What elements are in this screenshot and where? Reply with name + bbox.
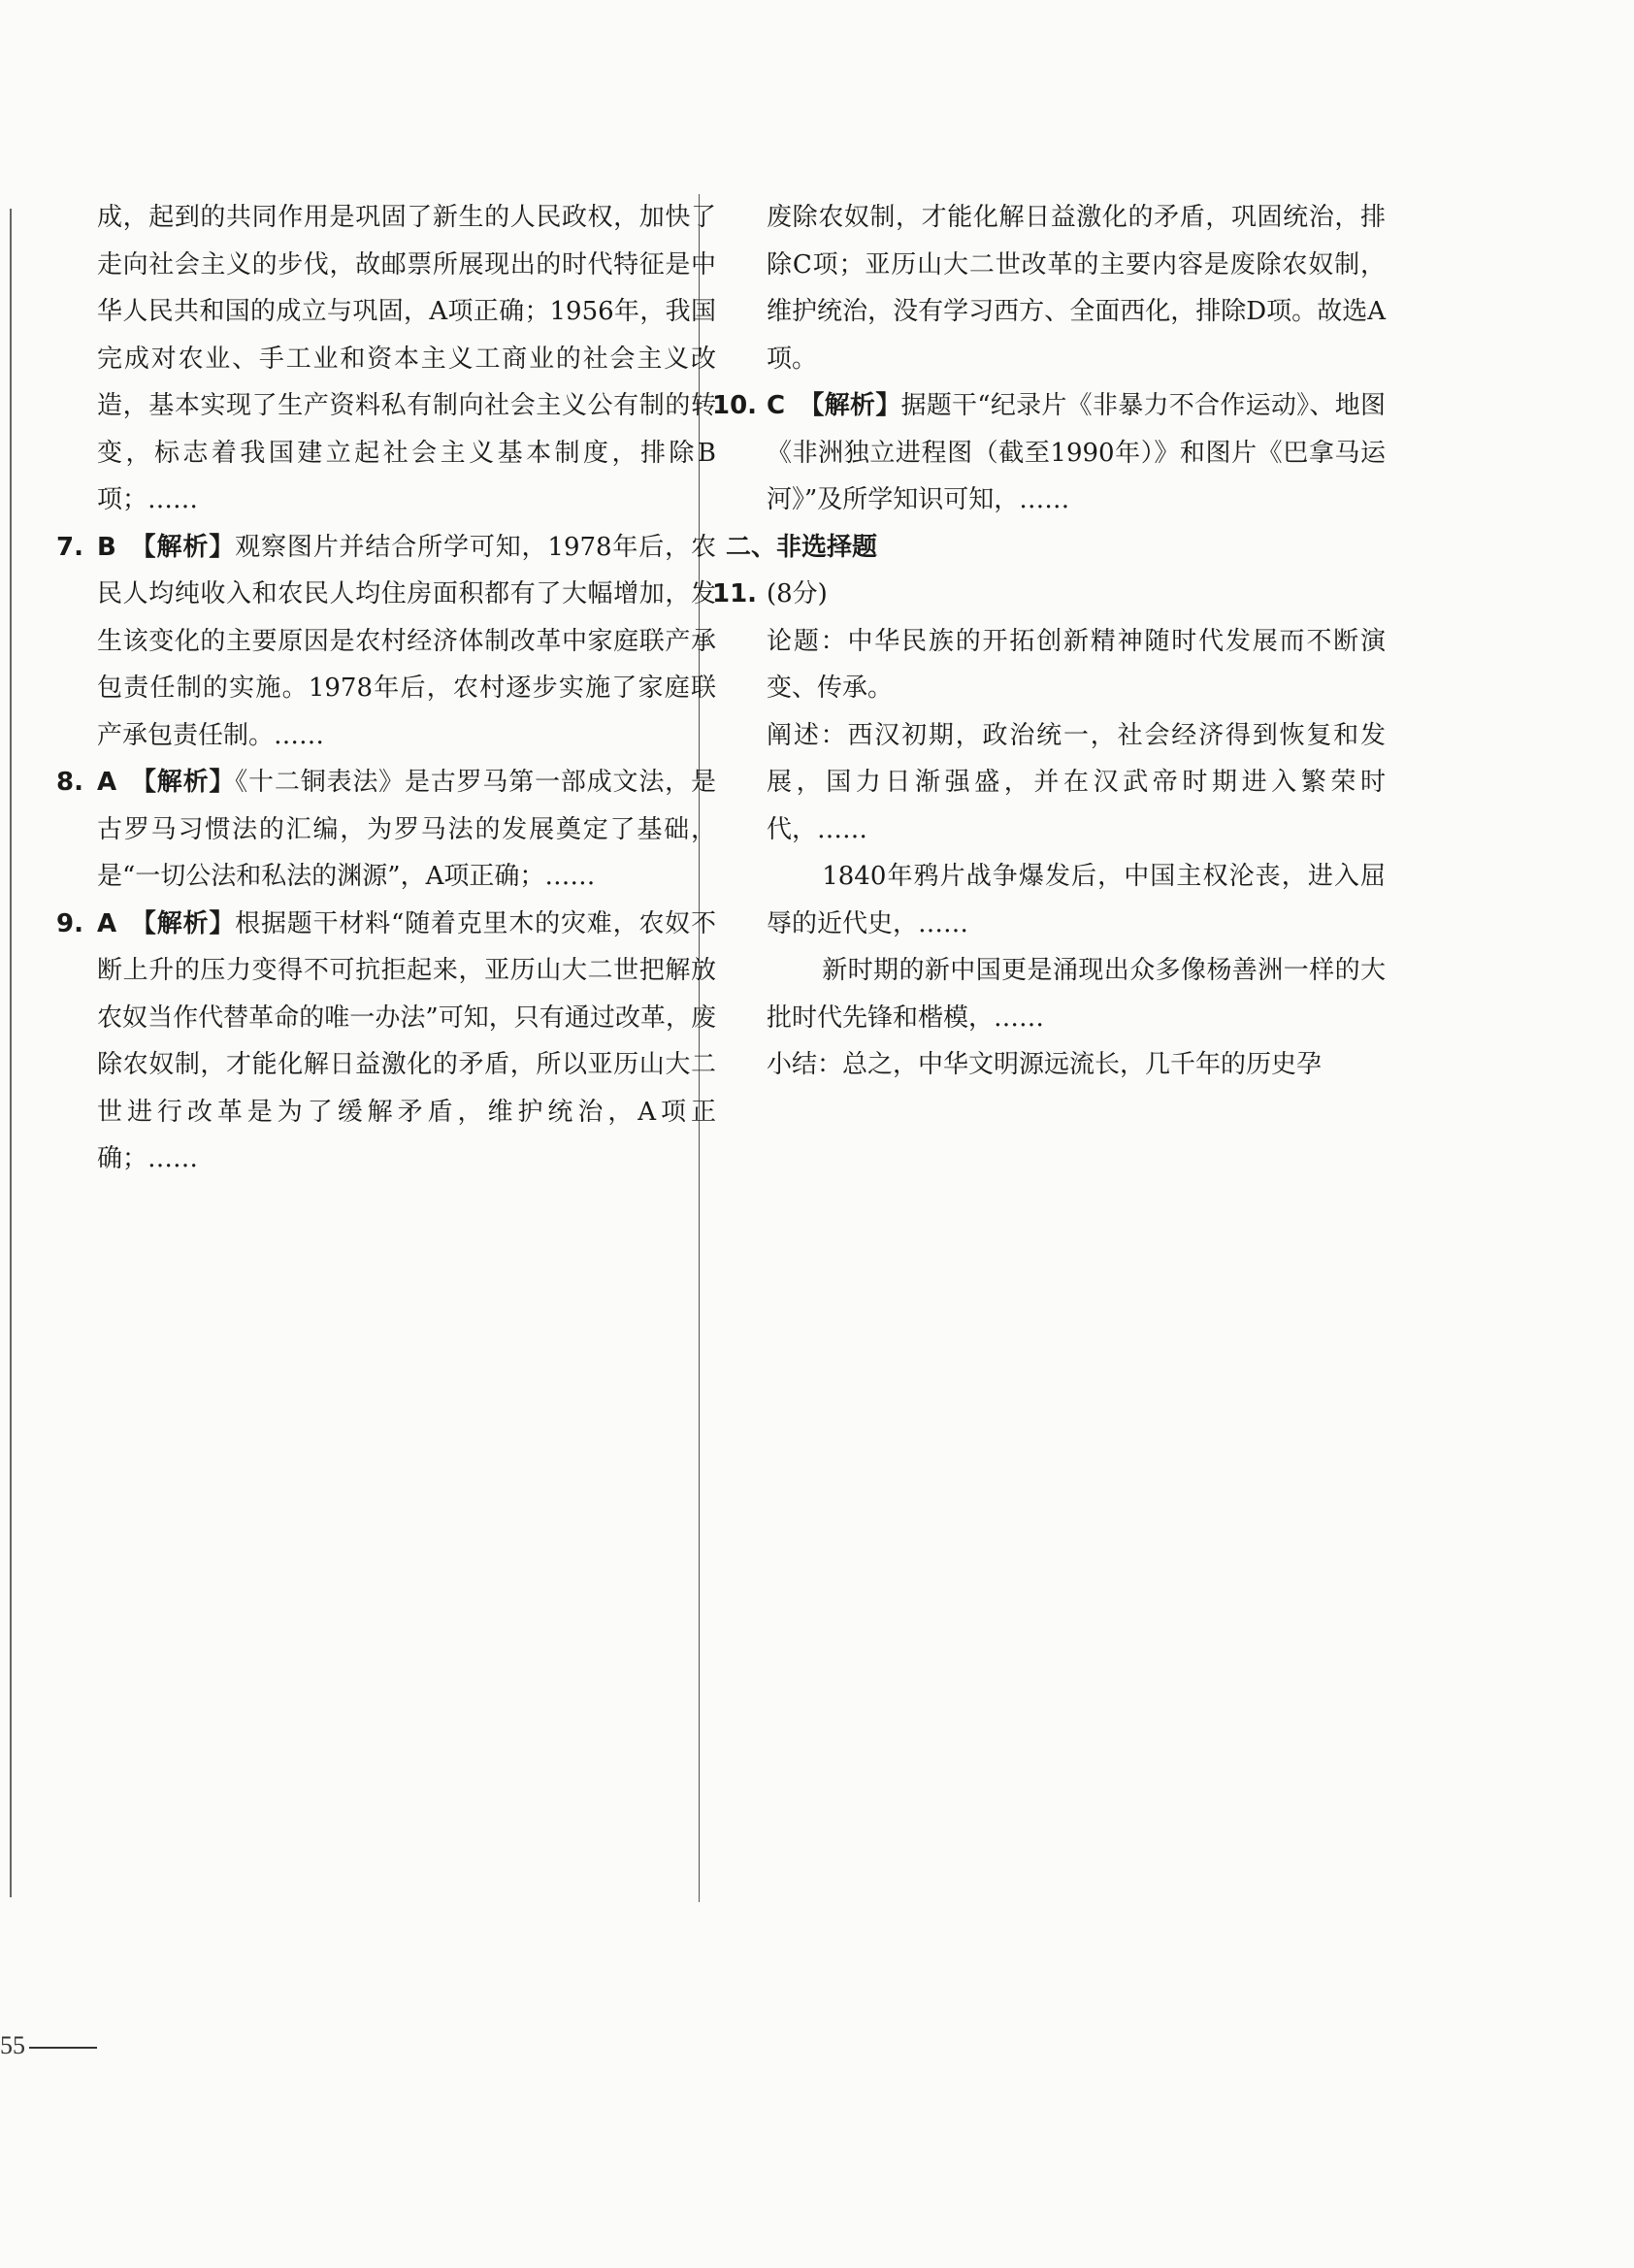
- essay-paragraph-2: 1840年鸦片战争爆发后，中国主权沦丧，进入屈辱的近代史，……: [767, 862, 1386, 938]
- analysis-tag: 【解析】: [130, 768, 236, 797]
- essay-thesis: 论题：中华民族的开拓创新精神随时代发展而不断演变、传承。: [767, 626, 1386, 703]
- item-number: 8.: [56, 768, 83, 797]
- page-number-rule: [29, 2047, 97, 2049]
- item-8: [56, 759, 716, 901]
- section-title: 二、非选择题: [726, 532, 878, 562]
- answer-letter: B: [97, 532, 116, 562]
- essay-summary: 小结：总之，中华文明源远流长，几千年的历史孕: [767, 1050, 1323, 1079]
- item-number: 11.: [712, 579, 758, 608]
- answer-letter: A: [97, 908, 117, 938]
- item-7: [56, 524, 716, 760]
- item-number: 7.: [56, 532, 83, 562]
- analysis-text: 根据题干材料“随着克里木的灾难，农奴不断上升的压力变得不可抗拒起来，亚历山大二世把解放农奴当作代替革命的唯一办法”可知，只有通过改革，废除农奴制，才能化解日益激化的矛盾，所以亚历山大二世进行改革是为了缓解矛盾，维护统治，A项正确；……: [97, 908, 716, 1173]
- item-number: 9.: [56, 908, 83, 938]
- page-number: [0, 2031, 97, 2060]
- analysis-text: 据题干“纪录片《非暴力不合作运动》、地图《非洲独立进程图（截至1990年）》和图片《巴拿马运河》”及所学知识可知，……: [767, 391, 1386, 514]
- item-score: (8分): [767, 579, 828, 608]
- analysis-tag: 【解析】: [130, 908, 236, 938]
- item-11: [712, 571, 1386, 618]
- item-number: 10.: [712, 391, 758, 420]
- answer-letter: A: [97, 768, 117, 797]
- essay-exposition: 阐述：西汉初期，政治统一，社会经济得到恢复和发展，国力日渐强盛，并在汉武帝时期进入繁荣时代，……: [767, 720, 1386, 844]
- right-column: [712, 194, 1386, 1089]
- left-column: [56, 194, 716, 1183]
- item-10: [712, 382, 1386, 524]
- answer-letter: C: [767, 391, 786, 420]
- essay-paragraph-3: 新时期的新中国更是涌现出众多像杨善洲一样的大批时代先锋和楷模，……: [767, 956, 1386, 1033]
- item-9: [56, 901, 716, 1183]
- essay-answer: [726, 618, 1386, 1089]
- analysis-text: 观察图片并结合所学可知，1978年后，农民人均纯收入和农民人均住房面积都有了大幅增加，发生该变化的主要原因是农村经济体制改革中家庭联产承包责任制的实施。1978年后，农村逐步实施了家庭联产承包责任制。……: [97, 532, 716, 750]
- item-9-continuation: 废除农奴制，才能化解日益激化的矛盾，巩固统治，排除C项；亚历山大二世改革的主要内容是废除农奴制，维护统治，没有学习西方、全面西化，排除D项。故选A项。: [767, 203, 1386, 374]
- left-margin-bar: [10, 209, 12, 1897]
- analysis-text: 《十二铜表法》是古罗马第一部成文法，是古罗马习惯法的汇编，为罗马法的发展奠定了基础，是“一切公法和私法的渊源”，A项正确；……: [97, 768, 716, 891]
- page-number-text: 55: [0, 2031, 25, 2059]
- analysis-tag: 【解析】: [129, 532, 236, 562]
- item-6-continuation: 成，起到的共同作用是巩固了新生的人民政权，加快了走向社会主义的步伐，故邮票所展现出的时代特征是中华人民共和国的成立与巩固，A项正确；1956年，我国完成对农业、手工业和资本主义工商业的社会主义改造，基本实现了生产资料私有制向社会主义公有制的转变，标志着我国建立起社会主义基本制度，排除B项；……: [97, 203, 716, 514]
- analysis-tag: 【解析】: [799, 391, 901, 420]
